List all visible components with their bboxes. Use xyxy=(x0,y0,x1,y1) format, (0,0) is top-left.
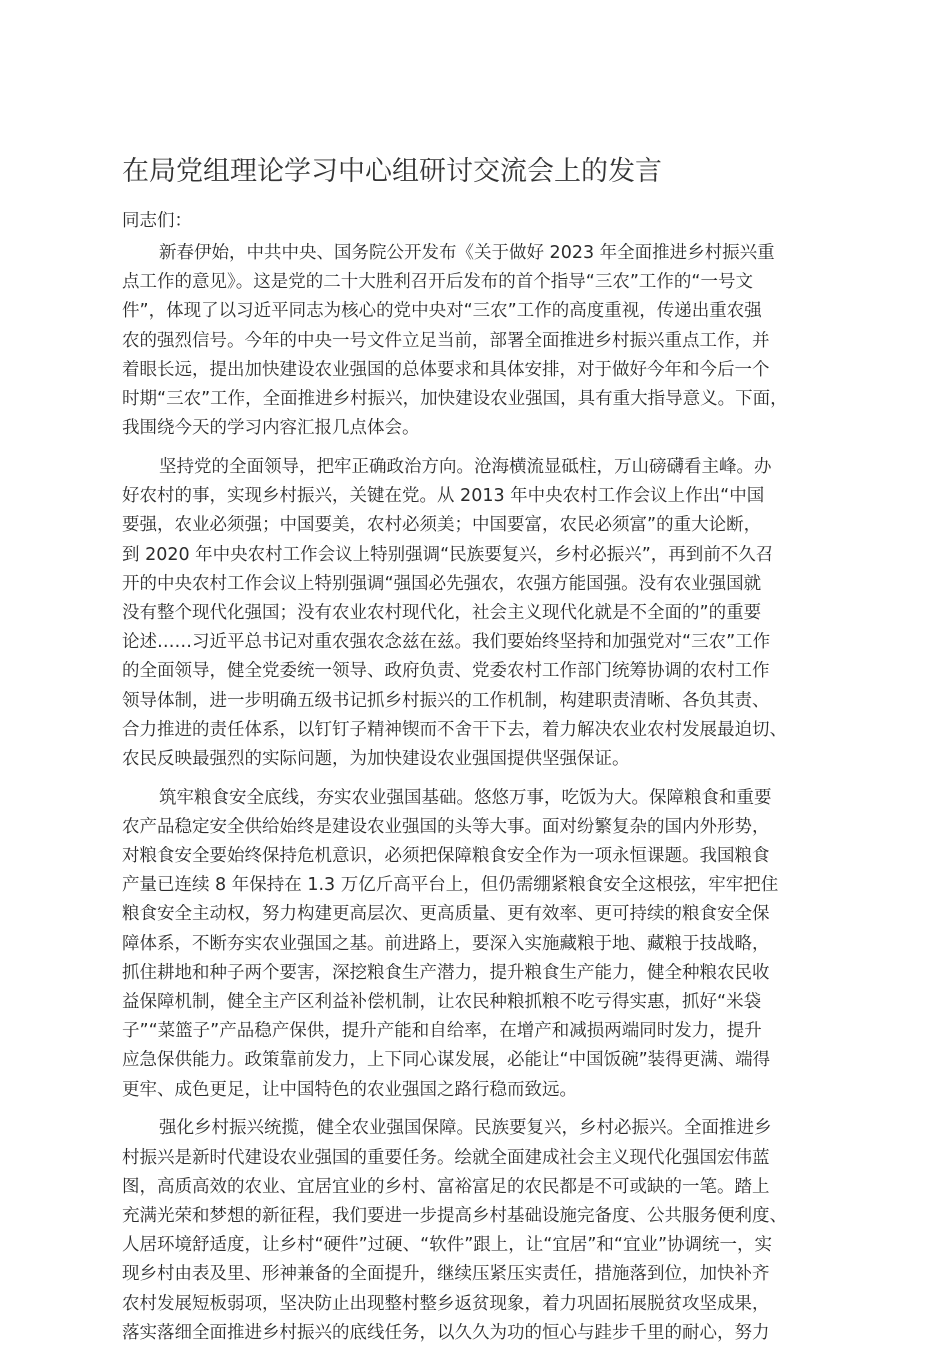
text-line: 的全面领导，健全党委统一领导、政府负责、党委农村工作部门统筹协调的农村工作 xyxy=(122,661,770,682)
text-line: 农村发展短板弱项，坚决防止出现整村整乡返贫现象，着力巩固拓展脱贫攻坚成果， xyxy=(122,1293,770,1314)
salutation: 同志们： xyxy=(122,211,192,231)
text-line: 着眼长远，提出加快建设农业强国的总体要求和具体安排，对于做好今年和今后一个 xyxy=(122,359,770,380)
text-line: 领导体制，进一步明确五级书记抓乡村振兴的工作机制，构建职责清晰、各负其责、 xyxy=(122,690,770,711)
text-line: 充满光荣和梦想的新征程，我们要进一步提高乡村基础设施完备度、公共服务便利度、 xyxy=(122,1206,787,1226)
text-line: 农民反映最强烈的实际问题，为加快建设农业强国提供坚强保证。 xyxy=(122,748,630,769)
text-line: 论述……习近平总书记对重农强农念兹在兹。我们要始终坚持和加强党对“三农”工作 xyxy=(122,632,771,653)
text-line: 子”“菜篮子”产品稳产保供，提升产能和自给率，在增产和减损两端同时发力，提升 xyxy=(122,1021,762,1042)
text-line: 到 2020 年中央农村工作会议上特别强调“民族要复兴，乡村必振兴”，再到前不久召 xyxy=(122,544,774,565)
document-body xyxy=(122,239,850,1358)
text-line: 时期“三农”工作，全面推进乡村振兴，加快建设农业强国，具有重大指导意义。下面， xyxy=(122,389,788,410)
text-line: 对粮食安全要始终保持危机意识，必须把保障粮食安全作为一项永恒课题。我国粮食 xyxy=(122,846,770,867)
text-line: 产量已连续 8 年保持在 1.3 万亿斤高平台上，但仍需绷紧粮食安全这根弦，牢牢把住 xyxy=(122,875,779,896)
text-line: 更牢、成色更足，让中国特色的农业强国之路行稳而致远。 xyxy=(122,1079,577,1100)
text-line: 落实落细全面推进乡村振兴的底线任务，以久久为功的恒心与跬步千里的耐心，努力 xyxy=(122,1322,770,1343)
text-line: 抓住耕地和种子两个要害，深挖粮食生产潜力，提升粮食生产能力，健全种粮农民收 xyxy=(122,962,770,983)
text-line: 开的中央农村工作会议上特别强调“强国必先强农，农强方能国强。没有农业强国就 xyxy=(122,573,762,594)
text-line: 筑牢粮食安全底线，夯实农业强国基础。悠悠万事，吃饭为大。保障粮食和重要 xyxy=(159,787,772,808)
text-line: 应急保供能力。政策靠前发力，上下同心谋发展，必能让“中国饭碗”装得更满、端得 xyxy=(122,1050,771,1071)
text-line: 农产品稳定安全供给始终是建设农业强国的头等大事。面对纷繁复杂的国内外形势， xyxy=(122,816,770,837)
paragraph-1 xyxy=(122,239,850,443)
text-line: 合力推进的责任体系，以钉钉子精神锲而不舍干下去，着力解决农业农村发展最迫切、 xyxy=(122,719,787,740)
text-line: 现乡村由表及里、形神兼备的全面提升，继续压紧压实责任，措施落到位，加快补齐 xyxy=(122,1264,770,1285)
text-line: 好农村的事，实现乡村振兴，关键在党。从 2013 年中央农村工作会议上作出“中国 xyxy=(122,486,765,507)
text-line: 障体系，不断夯实农业强国之基。前进路上，要深入实施藏粮于地、藏粮于技战略， xyxy=(122,933,770,954)
text-line: 人居环境舒适度，让乡村“硬件”过硬、“软件”跟上，让“宜居”和“宜业”协调统一，实 xyxy=(122,1235,773,1256)
document-title: 在局党组理论学习中心组研讨交流会上的发言 xyxy=(122,156,662,187)
text-line: 农的强烈信号。今年的中央一号文件立足当前，部署全面推进乡村振兴重点工作，并 xyxy=(122,330,770,351)
text-line: 件”，体现了以习近平同志为核心的党中央对“三农”工作的高度重视，传递出重农强 xyxy=(122,301,762,322)
text-line: 图，高质高效的农业、宜居宜业的乡村、富裕富足的农民都是不可或缺的一笔。踏上 xyxy=(122,1176,770,1197)
text-line: 我围绕今天的学习内容汇报几点体会。 xyxy=(122,418,420,439)
paragraph-2 xyxy=(122,453,850,774)
text-line: 强化乡村振兴统揽，健全农业强国保障。民族要复兴，乡村必振兴。全面推进乡 xyxy=(159,1118,772,1139)
paragraph-4 xyxy=(122,1114,850,1348)
paragraph-3 xyxy=(122,784,850,1105)
text-line: 益保障机制，健全主产区利益补偿机制，让农民种粮抓粮不吃亏得实惠，抓好“米袋 xyxy=(122,992,762,1013)
text-line: 粮食安全主动权，努力构建更高层次、更高质量、更有效率、更可持续的粮食安全保 xyxy=(122,904,770,925)
text-line: 坚持党的全面领导，把牢正确政治方向。沧海横流显砥柱，万山磅礴看主峰。办 xyxy=(159,456,772,477)
text-line: 没有整个现代化强国；没有农业农村现代化，社会主义现代化就是不全面的”的重要 xyxy=(122,602,762,623)
text-line: 要强，农业必须强；中国要美，农村必须美；中国要富，农民必须富”的重大论断， xyxy=(122,515,762,536)
text-line: 村振兴是新时代建设农业强国的重要任务。绘就全面建成社会主义现代化强国宏伟蓝 xyxy=(122,1147,770,1168)
text-line: 点工作的意见》。这是党的二十大胜利召开后发布的首个指导“三农”工作的“一号文 xyxy=(122,272,753,293)
text-line: 新春伊始，中共中央、国务院公开发布《关于做好 2023 年全面推进乡村振兴重 xyxy=(159,243,775,263)
